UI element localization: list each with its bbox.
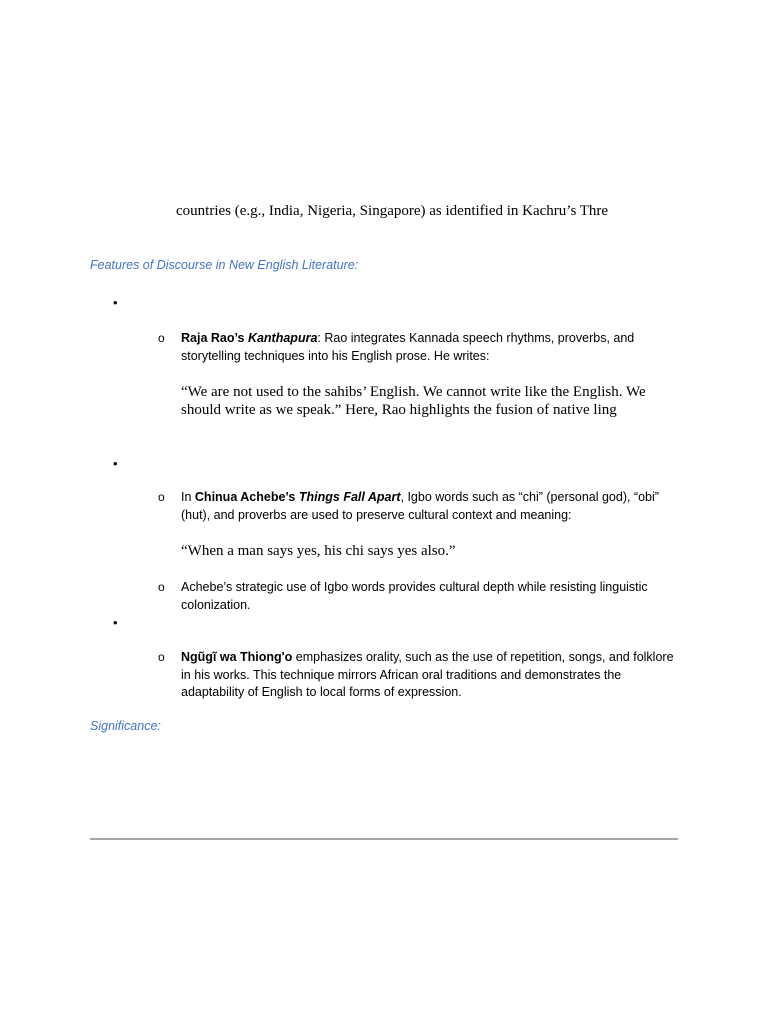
sub-bullet-marker-1: o [158, 331, 165, 345]
item2-note [181, 579, 661, 614]
item2-title: Things Fall Apart [298, 490, 401, 504]
item1-quote-line1: “We are not used to the sahibs’ English. We cannot write like the English. We [181, 384, 646, 400]
bullet-marker-3: • [113, 615, 118, 630]
item3-text-line2: in his works. This technique mirrors African oral traditions and demonstrates the [181, 667, 622, 682]
horizontal-rule [90, 838, 678, 840]
sub-bullet-marker-4: o [158, 650, 165, 664]
item3-text [181, 649, 676, 702]
item1-text [181, 330, 651, 365]
significance-heading: Significance: [90, 719, 161, 733]
features-heading: Features of Discourse in New English Literature: [90, 258, 359, 272]
bullet-marker-1: • [113, 295, 118, 310]
item2-text-line2: (hut), and proverbs are used to preserve cultural context and meaning: [181, 507, 572, 522]
item3-text-line3: adaptability of English to local forms of expression. [181, 685, 462, 699]
item2-prefix: In [181, 490, 195, 504]
item2-text-line1: , Igbo words such as “chi” (personal god), “obi” [400, 490, 659, 504]
item2-note-line1: Achebe’s strategic use of Igbo words provides cultural depth while resisting linguistic [181, 580, 648, 594]
item1-title: Kanthapura [247, 331, 318, 345]
item2-quote: “When a man says yes, his chi says yes also.” [181, 543, 456, 559]
item1-text-line2: storytelling techniques into his English prose. He writes: [181, 348, 490, 363]
item2-author: Chinua Achebe’s [194, 490, 299, 504]
item1-text-line1: : Rao integrates Kannada speech rhythms, proverbs, and [317, 331, 635, 345]
item2-text [181, 489, 661, 524]
top-line: countries (e.g., India, Nigeria, Singapore) as identified in Kachru’s Thre [176, 203, 609, 219]
sub-bullet-marker-2: o [158, 490, 165, 504]
item3-text-line1: emphasizes orality, such as the use of repetition, songs, and folklore [292, 650, 674, 664]
item1-author: Raja Rao’s [181, 331, 248, 345]
sub-bullet-marker-3: o [158, 580, 165, 594]
item3-author: Ngũgĩ wa Thiong'o [181, 650, 293, 664]
item2-note-line2: colonization. [181, 597, 251, 612]
bullet-marker-2: • [113, 456, 118, 471]
item1-quote-line2: should write as we speak.” Here, Rao highlights the fusion of native ling [181, 402, 617, 418]
item1-quote [181, 383, 646, 419]
